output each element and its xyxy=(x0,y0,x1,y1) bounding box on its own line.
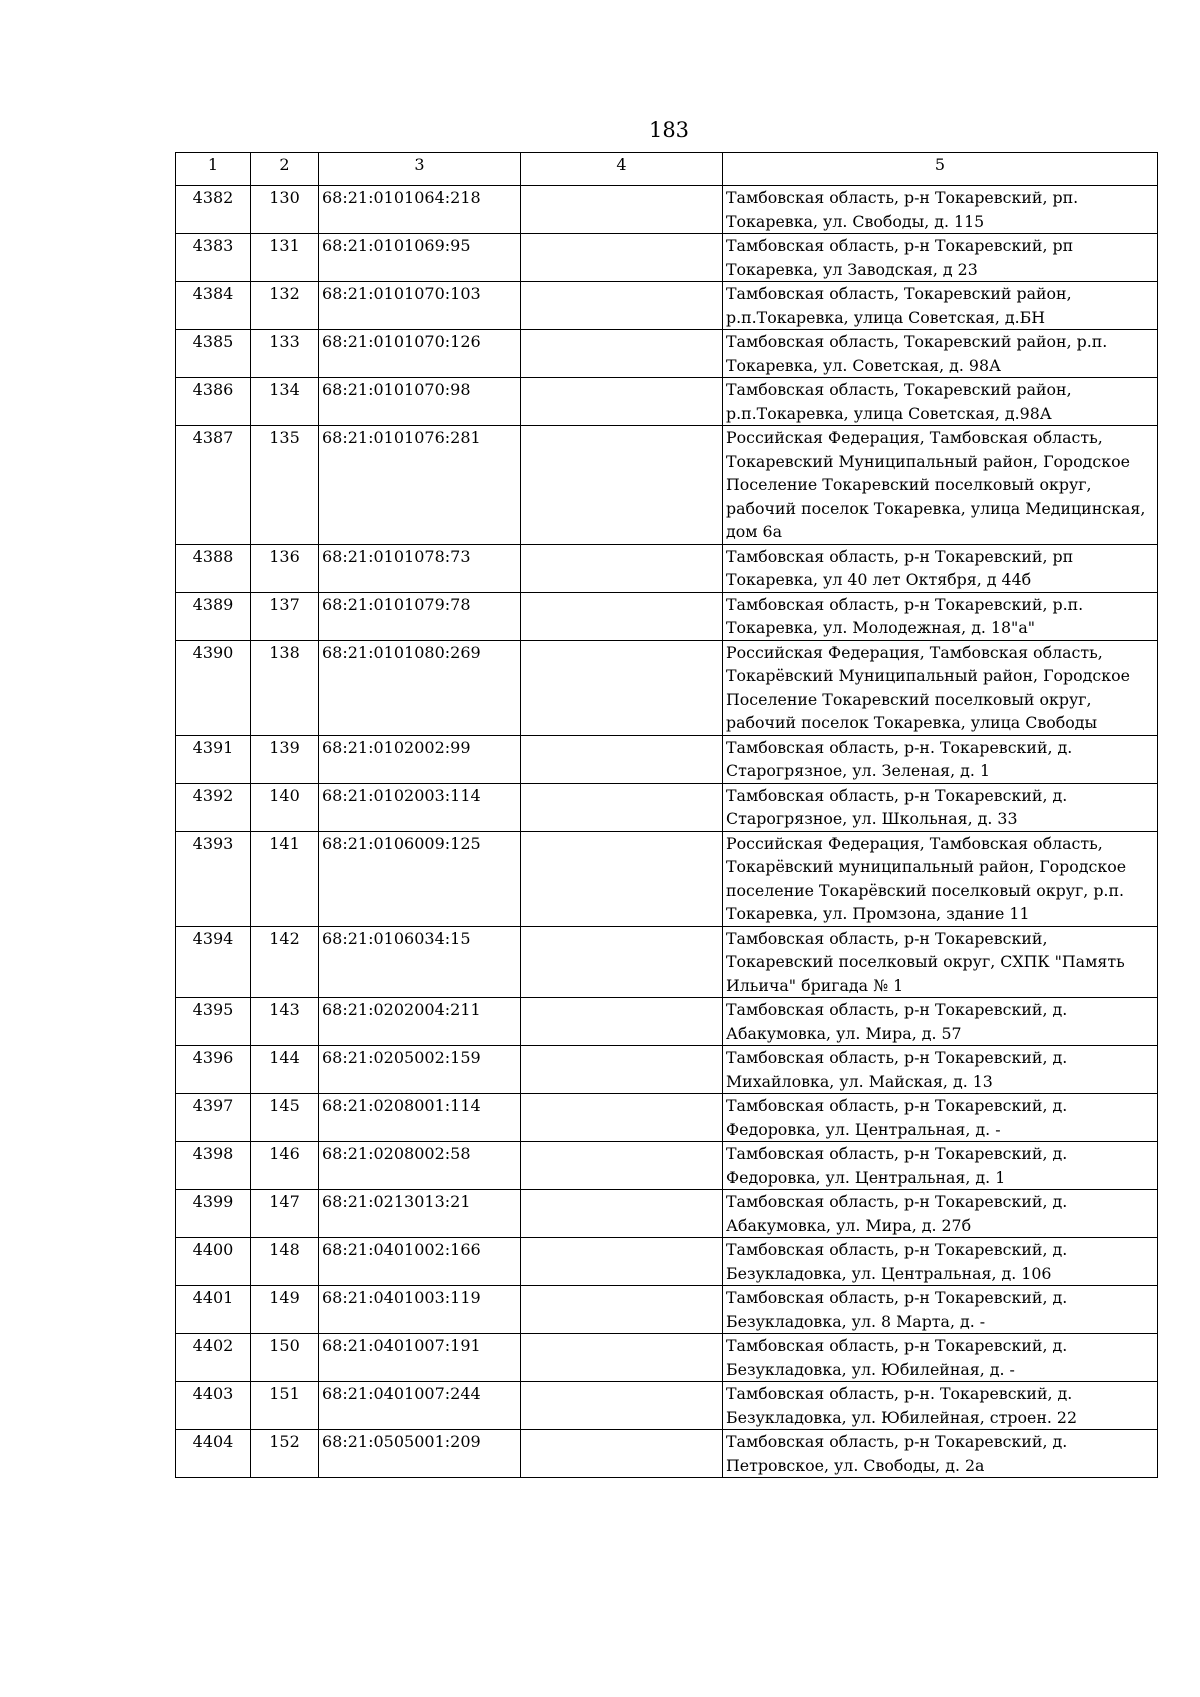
empty-cell xyxy=(521,783,723,831)
record-number-cell: 4398 xyxy=(176,1142,251,1190)
address-cell: Тамбовская область, р-н. Токаревский, д. Старогрязное, ул. Зеленая, д. 1 xyxy=(723,735,1158,783)
cadastral-number-cell: 68:21:0213013:21 xyxy=(319,1190,521,1238)
record-number-cell: 4394 xyxy=(176,926,251,998)
table-row xyxy=(176,1190,1158,1238)
record-number-cell: 4392 xyxy=(176,783,251,831)
record-number-cell: 4384 xyxy=(176,282,251,330)
record-number-cell: 4382 xyxy=(176,186,251,234)
address-cell: Российская Федерация, Тамбовская область, Токарёвский муниципальный район, Городское поселение Токарёвский поселковый округ, р.п. Токаревка, ул. Промзона, здание 11 xyxy=(723,831,1158,926)
cadastral-number-cell: 68:21:0208002:58 xyxy=(319,1142,521,1190)
local-index-cell: 136 xyxy=(251,544,319,592)
table-row xyxy=(176,426,1158,545)
table-row xyxy=(176,186,1158,234)
empty-cell xyxy=(521,234,723,282)
record-number-cell: 4395 xyxy=(176,998,251,1046)
local-index-cell: 148 xyxy=(251,1238,319,1286)
local-index-cell: 133 xyxy=(251,330,319,378)
record-number-cell: 4399 xyxy=(176,1190,251,1238)
record-number-cell: 4386 xyxy=(176,378,251,426)
cadastral-number-cell: 68:21:0101069:95 xyxy=(319,234,521,282)
address-cell: Тамбовская область, р-н Токаревский, р.п. Токаревка, ул. Молодежная, д. 18"а" xyxy=(723,592,1158,640)
table-row xyxy=(176,1238,1158,1286)
local-index-cell: 142 xyxy=(251,926,319,998)
header-col-3: 3 xyxy=(319,153,521,186)
table-row xyxy=(176,1430,1158,1478)
record-number-cell: 4390 xyxy=(176,640,251,735)
cadastral-number-cell: 68:21:0106009:125 xyxy=(319,831,521,926)
record-number-cell: 4389 xyxy=(176,592,251,640)
local-index-cell: 138 xyxy=(251,640,319,735)
local-index-cell: 145 xyxy=(251,1094,319,1142)
empty-cell xyxy=(521,1382,723,1430)
empty-cell xyxy=(521,186,723,234)
cadastral-number-cell: 68:21:0202004:211 xyxy=(319,998,521,1046)
address-cell: Тамбовская область, р-н Токаревский, д. Федоровка, ул. Центральная, д. - xyxy=(723,1094,1158,1142)
table-row xyxy=(176,1382,1158,1430)
empty-cell xyxy=(521,926,723,998)
table-row xyxy=(176,330,1158,378)
header-row xyxy=(176,153,1158,186)
cadastral-number-cell: 68:21:0101070:126 xyxy=(319,330,521,378)
cadastral-number-cell: 68:21:0401002:166 xyxy=(319,1238,521,1286)
local-index-cell: 143 xyxy=(251,998,319,1046)
cadastral-number-cell: 68:21:0101070:98 xyxy=(319,378,521,426)
table-row xyxy=(176,282,1158,330)
empty-cell xyxy=(521,1046,723,1094)
record-number-cell: 4385 xyxy=(176,330,251,378)
address-cell: Российская Федерация, Тамбовская область, Токарёвский Муниципальный район, Городское Поселение Токаревский поселковый округ, рабочий поселок Токаревка, улица Свободы xyxy=(723,640,1158,735)
cadastral-number-cell: 68:21:0106034:15 xyxy=(319,926,521,998)
record-number-cell: 4388 xyxy=(176,544,251,592)
address-cell: Тамбовская область, Токаревский район, р.п.Токаревка, улица Советская, д.БН xyxy=(723,282,1158,330)
local-index-cell: 149 xyxy=(251,1286,319,1334)
local-index-cell: 151 xyxy=(251,1382,319,1430)
table-row xyxy=(176,1334,1158,1382)
address-cell: Тамбовская область, р-н Токаревский, рп Токаревка, ул Заводская, д 23 xyxy=(723,234,1158,282)
record-number-cell: 4404 xyxy=(176,1430,251,1478)
cadastral-number-cell: 68:21:0102002:99 xyxy=(319,735,521,783)
table-row xyxy=(176,1142,1158,1190)
empty-cell xyxy=(521,544,723,592)
table-row xyxy=(176,378,1158,426)
local-index-cell: 137 xyxy=(251,592,319,640)
empty-cell xyxy=(521,1094,723,1142)
empty-cell xyxy=(521,998,723,1046)
table-row xyxy=(176,592,1158,640)
table-row xyxy=(176,926,1158,998)
header-col-1: 1 xyxy=(176,153,251,186)
local-index-cell: 131 xyxy=(251,234,319,282)
local-index-cell: 141 xyxy=(251,831,319,926)
cadastral-number-cell: 68:21:0208001:114 xyxy=(319,1094,521,1142)
cadastral-number-cell: 68:21:0401007:244 xyxy=(319,1382,521,1430)
empty-cell xyxy=(521,640,723,735)
cadastral-number-cell: 68:21:0101080:269 xyxy=(319,640,521,735)
empty-cell xyxy=(521,1142,723,1190)
address-cell: Тамбовская область, Токаревский район, р.п.Токаревка, улица Советская, д.98А xyxy=(723,378,1158,426)
record-number-cell: 4400 xyxy=(176,1238,251,1286)
empty-cell xyxy=(521,831,723,926)
cadastral-number-cell: 68:21:0101070:103 xyxy=(319,282,521,330)
local-index-cell: 135 xyxy=(251,426,319,545)
header-col-4: 4 xyxy=(521,153,723,186)
local-index-cell: 146 xyxy=(251,1142,319,1190)
address-cell: Тамбовская область, р-н Токаревский, рп. Токаревка, ул. Свободы, д. 115 xyxy=(723,186,1158,234)
record-number-cell: 4383 xyxy=(176,234,251,282)
address-cell: Тамбовская область, р-н Токаревский, д. Федоровка, ул. Центральная, д. 1 xyxy=(723,1142,1158,1190)
local-index-cell: 150 xyxy=(251,1334,319,1382)
address-cell: Тамбовская область, р-н Токаревский, д. Михайловка, ул. Майская, д. 13 xyxy=(723,1046,1158,1094)
address-cell: Тамбовская область, Токаревский район, р.п. Токаревка, ул. Советская, д. 98А xyxy=(723,330,1158,378)
cadastral-number-cell: 68:21:0102003:114 xyxy=(319,783,521,831)
cadastral-number-cell: 68:21:0505001:209 xyxy=(319,1430,521,1478)
empty-cell xyxy=(521,282,723,330)
empty-cell xyxy=(521,1430,723,1478)
address-cell: Тамбовская область, р-н Токаревский, д. Старогрязное, ул. Школьная, д. 33 xyxy=(723,783,1158,831)
empty-cell xyxy=(521,378,723,426)
table-body xyxy=(176,186,1158,1478)
empty-cell xyxy=(521,592,723,640)
record-number-cell: 4396 xyxy=(176,1046,251,1094)
table-row xyxy=(176,234,1158,282)
empty-cell xyxy=(521,735,723,783)
empty-cell xyxy=(521,1190,723,1238)
record-number-cell: 4391 xyxy=(176,735,251,783)
address-cell: Тамбовская область, р-н Токаревский, д. Абакумовка, ул. Мира, д. 27б xyxy=(723,1190,1158,1238)
local-index-cell: 132 xyxy=(251,282,319,330)
address-cell: Тамбовская область, р-н Токаревский, д. Безукладовка, ул. Центральная, д. 106 xyxy=(723,1238,1158,1286)
empty-cell xyxy=(521,1238,723,1286)
address-cell: Тамбовская область, р-н Токаревский, д. Петровское, ул. Свободы, д. 2а xyxy=(723,1430,1158,1478)
table-row xyxy=(176,735,1158,783)
cadastral-number-cell: 68:21:0101078:73 xyxy=(319,544,521,592)
record-number-cell: 4387 xyxy=(176,426,251,545)
table-row xyxy=(176,1286,1158,1334)
cadastral-number-cell: 68:21:0101076:281 xyxy=(319,426,521,545)
table-row xyxy=(176,1094,1158,1142)
address-cell: Тамбовская область, р-н Токаревский, д. Безукладовка, ул. 8 Марта, д. - xyxy=(723,1286,1158,1334)
table-row xyxy=(176,544,1158,592)
local-index-cell: 134 xyxy=(251,378,319,426)
local-index-cell: 147 xyxy=(251,1190,319,1238)
local-index-cell: 140 xyxy=(251,783,319,831)
record-number-cell: 4393 xyxy=(176,831,251,926)
cadastral-number-cell: 68:21:0205002:159 xyxy=(319,1046,521,1094)
address-cell: Тамбовская область, р-н Токаревский, рп Токаревка, ул 40 лет Октября, д 44б xyxy=(723,544,1158,592)
empty-cell xyxy=(521,1334,723,1382)
local-index-cell: 144 xyxy=(251,1046,319,1094)
cadastral-number-cell: 68:21:0401007:191 xyxy=(319,1334,521,1382)
local-index-cell: 139 xyxy=(251,735,319,783)
local-index-cell: 152 xyxy=(251,1430,319,1478)
empty-cell xyxy=(521,1286,723,1334)
cadastral-number-cell: 68:21:0401003:119 xyxy=(319,1286,521,1334)
registry-table xyxy=(175,152,1158,1478)
cadastral-number-cell: 68:21:0101079:78 xyxy=(319,592,521,640)
header-col-5: 5 xyxy=(723,153,1158,186)
table-row xyxy=(176,783,1158,831)
address-cell: Тамбовская область, р-н Токаревский, Токаревский поселковый округ, СХПК "Память Ильича" бригада № 1 xyxy=(723,926,1158,998)
record-number-cell: 4403 xyxy=(176,1382,251,1430)
empty-cell xyxy=(521,426,723,545)
record-number-cell: 4397 xyxy=(176,1094,251,1142)
record-number-cell: 4401 xyxy=(176,1286,251,1334)
address-cell: Тамбовская область, р-н Токаревский, д. Безукладовка, ул. Юбилейная, д. - xyxy=(723,1334,1158,1382)
page-number: 183 xyxy=(648,118,690,142)
record-number-cell: 4402 xyxy=(176,1334,251,1382)
table-row xyxy=(176,998,1158,1046)
address-cell: Тамбовская область, р-н. Токаревский, д. Безукладовка, ул. Юбилейная, строен. 22 xyxy=(723,1382,1158,1430)
address-cell: Российская Федерация, Тамбовская область, Токаревский Муниципальный район, Городское Поселение Токаревский поселковый округ, рабочий поселок Токаревка, улица Медицинская, дом 6а xyxy=(723,426,1158,545)
cadastral-number-cell: 68:21:0101064:218 xyxy=(319,186,521,234)
table-row xyxy=(176,640,1158,735)
table-row xyxy=(176,1046,1158,1094)
empty-cell xyxy=(521,330,723,378)
table-row xyxy=(176,831,1158,926)
local-index-cell: 130 xyxy=(251,186,319,234)
address-cell: Тамбовская область, р-н Токаревский, д. Абакумовка, ул. Мира, д. 57 xyxy=(723,998,1158,1046)
header-col-2: 2 xyxy=(251,153,319,186)
